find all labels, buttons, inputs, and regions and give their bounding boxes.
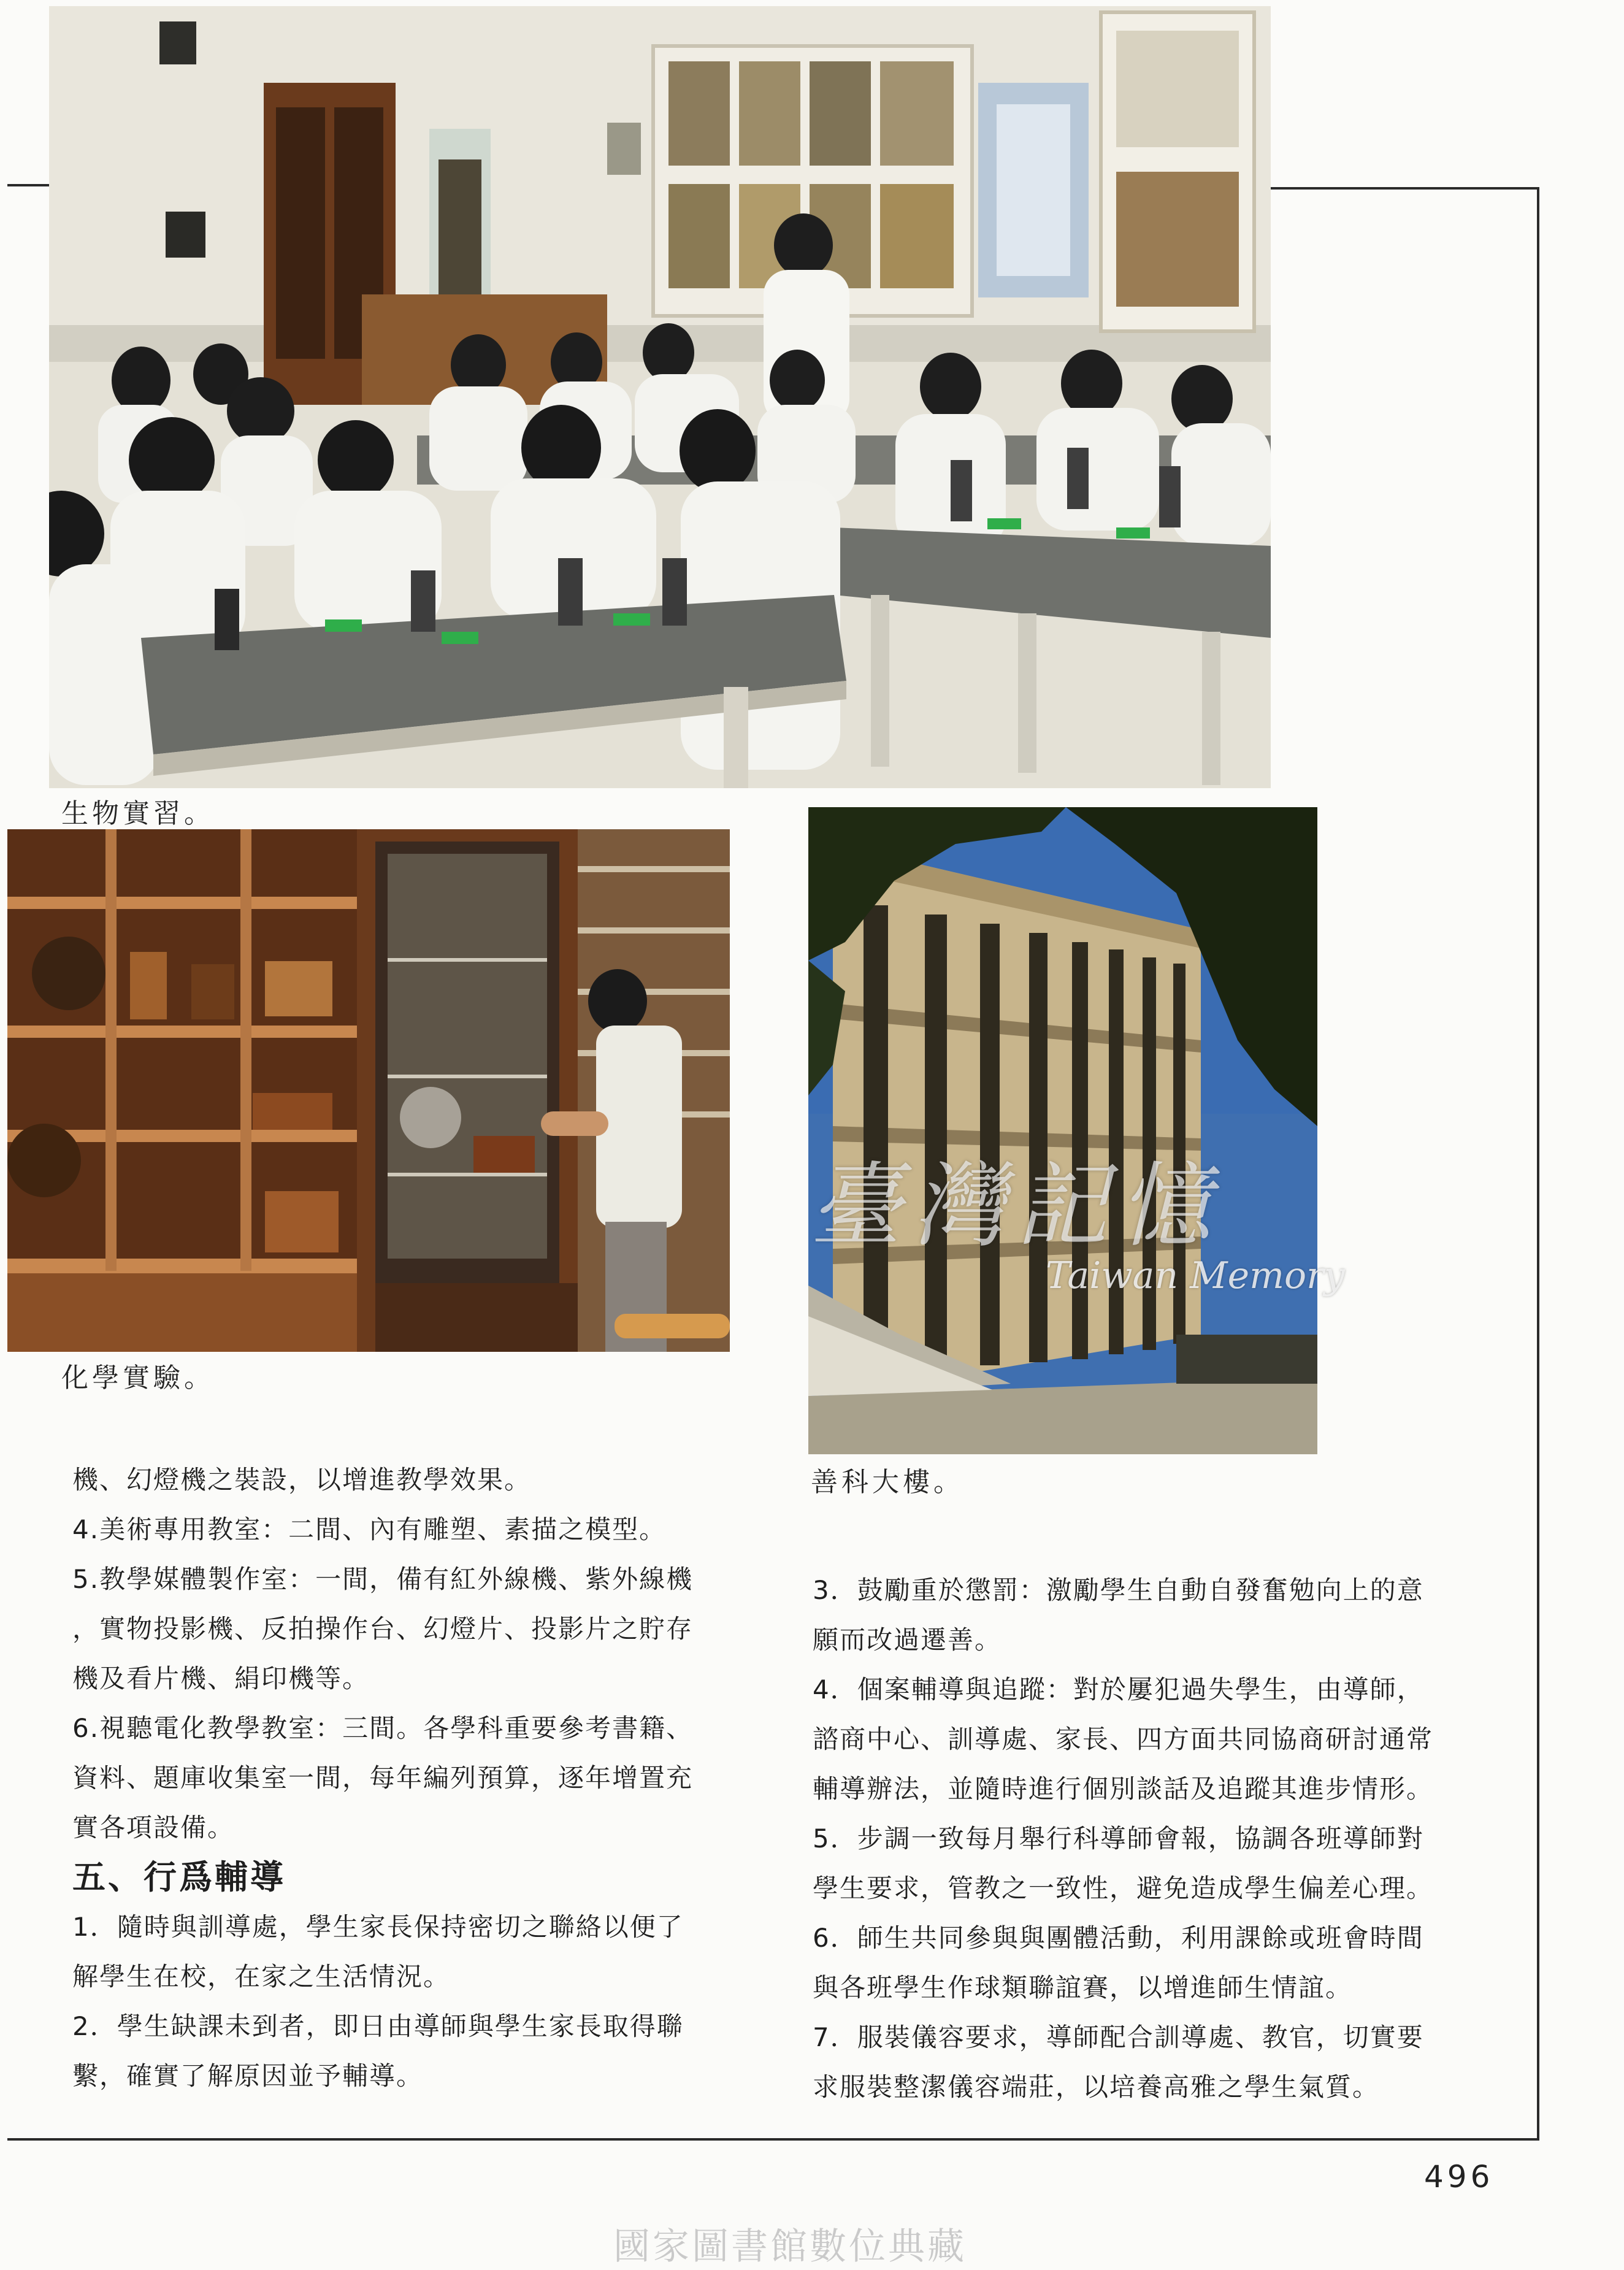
left-line: 2．學生缺課未到者，即日由導師與學生家長取得聯 <box>72 2011 684 2041</box>
right-line: 輔導辦法，並隨時進行個別談話及追蹤其進步情形。 <box>813 1774 1434 1804</box>
section-heading: 五、行爲輔導 <box>72 1858 286 1896</box>
watermark-subtitle: Taiwan Memory <box>1046 1254 1345 1297</box>
left-line: 6.視聽電化教學教室：三間。各學科重要參考書籍、 <box>72 1713 694 1743</box>
left-line: 4.美術專用教室：二間、內有雕塑、素描之模型。 <box>72 1514 667 1544</box>
right-line: 3．鼓勵重於懲罰：激勵學生自動自發奮勉向上的意 <box>813 1575 1424 1605</box>
right-line: 求服裝整潔儀容端莊，以培養高雅之學生氣質。 <box>813 2072 1380 2102</box>
left-line: 繫，確實了解原因並予輔導。 <box>72 2061 424 2091</box>
right-line: 願而改過遷善。 <box>813 1625 1002 1655</box>
right-line: 5．步調一致每月舉行科導師會報，協調各班導師對 <box>813 1823 1424 1854</box>
caption-biology: 生物實習。 <box>61 798 215 829</box>
left-line: 機、幻燈機之裝設，以增進教學效果。 <box>72 1465 532 1495</box>
right-line: 7．服裝儀容要求，導師配合訓導處、教官，切實要 <box>813 2022 1424 2052</box>
left-line: 1．隨時與訓導處，學生家長保持密切之聯絡以便了 <box>72 1912 684 1942</box>
frame-right-line <box>1537 187 1539 2141</box>
left-line: 5.教學媒體製作室：一間，備有紅外線機、紫外線機 <box>72 1564 694 1594</box>
left-line: 實各項設備。 <box>72 1812 235 1842</box>
left-line: ，實物投影機、反拍操作台、幻燈片、投影片之貯存 <box>72 1614 694 1644</box>
caption-building: 善科大樓。 <box>811 1467 964 1498</box>
page-number: 496 <box>1424 2159 1494 2195</box>
right-line: 與各班學生作球類聯誼賽，以增進師生情誼。 <box>813 1973 1353 2003</box>
right-line: 諮商中心、訓導處、家長、四方面共同協商研討通常 <box>813 1724 1434 1754</box>
right-line: 學生要求，管教之一致性，避免造成學生偏差心理。 <box>813 1873 1434 1903</box>
library-footer: 國家圖書館數位典藏 <box>613 2225 967 2268</box>
right-line: 6．師生共同參與與團體活動，利用課餘或班會時間 <box>813 1923 1424 1953</box>
building-photo <box>808 807 1317 1454</box>
chemistry-lab-photo <box>7 829 730 1352</box>
left-line: 資料、題庫收集室一間，每年編列預算，逐年增置充 <box>72 1763 694 1793</box>
watermark-title: 臺灣記憶 <box>810 1153 1222 1260</box>
caption-chemistry: 化學實驗。 <box>61 1362 215 1394</box>
frame-top-right-line <box>1270 187 1539 190</box>
left-line: 解學生在校，在家之生活情況。 <box>72 1961 451 1992</box>
right-column <box>813 1565 1433 2112</box>
left-column <box>72 1455 693 2101</box>
frame-bottom-line <box>7 2138 1539 2141</box>
biology-lab-photo <box>49 6 1271 788</box>
right-line: 4．個案輔導與追蹤：對於屢犯過失學生，由導師， <box>813 1674 1424 1704</box>
left-line: 機及看片機、絹印機等。 <box>72 1663 370 1693</box>
